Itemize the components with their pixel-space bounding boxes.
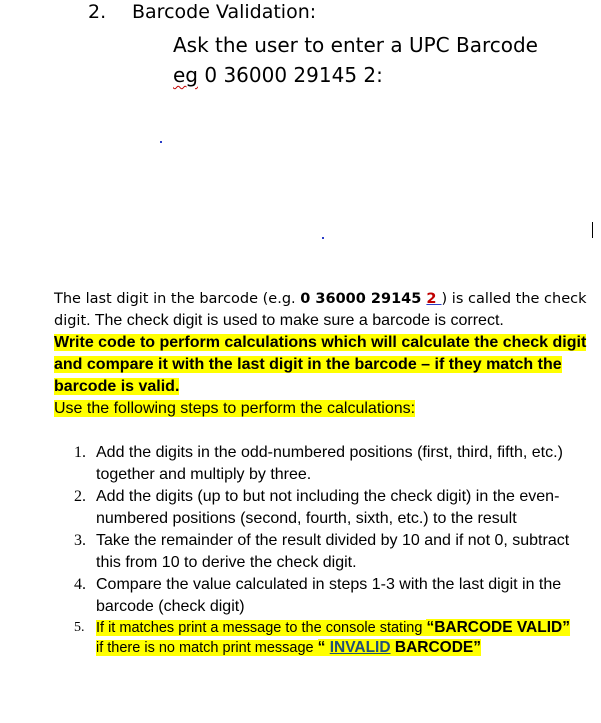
prompt-line: Ask the user to enter a UPC Barcode	[173, 33, 538, 57]
instruction-bold	[54, 332, 599, 398]
quote-open: “	[317, 639, 330, 656]
prompt-block	[173, 30, 538, 90]
example-label: eg	[173, 63, 198, 87]
steps-intro	[54, 398, 599, 420]
description-block	[54, 288, 599, 420]
check-digit-paragraph	[54, 288, 599, 332]
step-text: Add the digits (up to but not including the check digit) in the even-numbered positions (second, fourth, sixth, etc.) to the result	[96, 488, 560, 527]
example-line	[173, 60, 538, 90]
text-run: check digit	[54, 291, 587, 329]
section-title: Barcode Validation:	[132, 1, 317, 23]
list-item	[70, 574, 595, 618]
list-item	[70, 442, 595, 486]
check-digit-example: 2	[426, 291, 442, 307]
stray-dot	[322, 237, 324, 239]
step-text: if there is no match print message	[96, 640, 318, 656]
highlighted-steps-intro: Use the following steps to perform the calculations:	[54, 400, 416, 417]
steps-list	[70, 442, 595, 658]
text-run: . The check digit is used to make sure a barcode is correct.	[86, 312, 504, 329]
list-marker: 2.	[74, 488, 86, 505]
highlighted-instruction: Write code to perform calculations which will calculate the check digit and compare it with the last digit in the barcode – if they match the barcode is valid.	[54, 334, 587, 395]
text-run: The last digit in the barcode (e.g.	[54, 291, 301, 307]
invalid-message	[318, 639, 481, 656]
list-item	[70, 530, 595, 574]
list-item	[70, 618, 595, 658]
invalid-word: INVALID	[329, 639, 391, 656]
list-marker: 5.	[74, 620, 85, 635]
invalid-rest: BARCODE”	[390, 639, 481, 656]
example-value: 0 36000 29145 2:	[198, 63, 383, 87]
list-marker: 1.	[74, 444, 86, 461]
barcode-example: 0 36000 29145	[300, 291, 427, 307]
step-text: Compare the value calculated in steps 1-3 with the last digit in the barcode (check digit)	[96, 576, 562, 615]
step-text: Take the remainder of the result divided by 10 and if not 0, subtract this from 10 to derive the check digit.	[96, 532, 570, 571]
stray-dot	[160, 141, 162, 143]
valid-message: “BARCODE VALID”	[426, 619, 570, 636]
list-item	[70, 486, 595, 530]
step-text: Add the digits in the odd-numbered positions (first, third, fifth, etc.) together and multiply by three.	[96, 444, 563, 483]
section-heading	[88, 1, 316, 23]
list-marker: 4.	[74, 576, 86, 593]
text-run: ) is called the	[441, 291, 545, 307]
list-marker: 3.	[74, 532, 86, 549]
section-number: 2.	[88, 1, 107, 23]
text-cursor	[592, 222, 593, 238]
step-text: If it matches print a message to the console stating	[96, 620, 427, 636]
